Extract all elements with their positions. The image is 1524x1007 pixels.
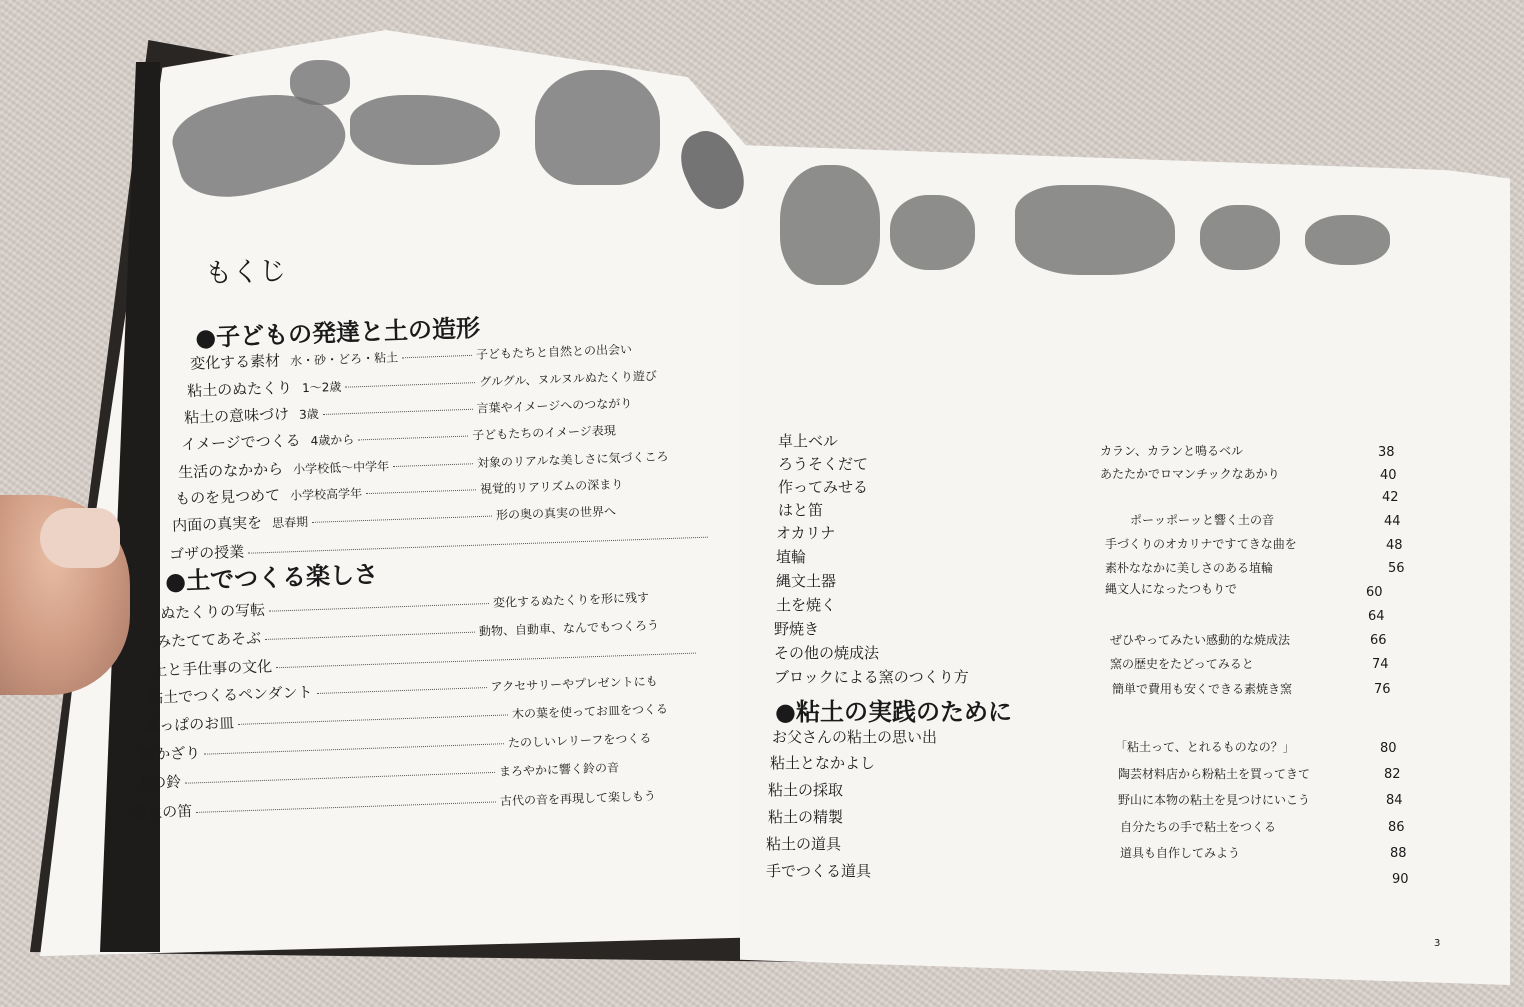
entry-description: 動物、自動車、なんでもつくろう <box>478 618 660 639</box>
toc-entry-desc <box>1118 791 1310 808</box>
entry-page: 88 <box>1390 846 1407 861</box>
entry-title: 粘土のぬたくり <box>186 378 293 401</box>
horse-head-illustration <box>290 60 350 105</box>
entry-description: 手づくりのオカリナですてきな曲を <box>1105 537 1297 551</box>
entry-title: 縄文土器 <box>776 572 837 590</box>
entry-title: 弥生の笛 <box>131 802 193 823</box>
entry-page: 48 <box>1386 538 1403 553</box>
toc-entry-desc <box>1120 818 1276 835</box>
toc-title: もくじ <box>204 255 287 290</box>
toc-entry[interactable] <box>770 752 875 773</box>
entry-title: 生活のなかから <box>177 459 284 482</box>
toc-entry[interactable] <box>778 430 838 451</box>
entry-description: カラン、カランと鳴るベル <box>1100 444 1244 458</box>
entry-description: 形の奥の真実の世界へ <box>495 504 617 523</box>
toc-entry-desc <box>1118 765 1310 782</box>
toc-entry-desc <box>1110 631 1290 648</box>
entry-description: 変化するぬたくりを形に残す <box>492 590 650 610</box>
entry-description: 素朴ななかに美しさのある埴輪 <box>1105 561 1274 575</box>
entry-page: 64 <box>1368 609 1385 624</box>
entry-title: 土と手仕事の文化 <box>151 657 273 680</box>
entry-page: 86 <box>1388 820 1405 835</box>
entry-description: ポーッポーッと響く土の音 <box>1130 513 1275 527</box>
thumbnail-nail <box>40 508 120 568</box>
entry-title: 粘土の採取 <box>768 781 844 799</box>
toc-entry[interactable] <box>768 806 843 827</box>
right-page-number: 3 <box>1434 938 1441 949</box>
entry-description: 子どもたちのイメージ表現 <box>471 423 617 443</box>
entry-title: オカリナ <box>776 524 836 542</box>
entry-subtitle: 3歳 <box>298 407 320 422</box>
entry-title: 粘土となかよし <box>770 754 876 772</box>
entry-subtitle: 水・砂・どろ・粘土 <box>289 350 399 369</box>
entry-title: ぬたくりの写転 <box>159 600 266 623</box>
entry-title: 内面の真実を <box>171 513 263 535</box>
entry-description: ぜひやってみたい感動的な焼成法 <box>1110 633 1291 647</box>
entry-title: 壁かざり <box>139 743 201 764</box>
toc-entry[interactable] <box>776 570 836 591</box>
dog-figure-illustration <box>890 195 975 270</box>
entry-title: 粘土の意味づけ <box>183 405 290 427</box>
entry-title: 葉っぱのお皿 <box>143 714 235 736</box>
entry-title: 土の鈴 <box>135 772 182 793</box>
left-page-number: 2 <box>103 903 110 914</box>
entry-title: 作ってみせる <box>778 478 869 496</box>
toc-entry-desc <box>1130 511 1274 528</box>
entry-page: 60 <box>1366 585 1383 600</box>
entry-page: 90 <box>1392 872 1409 887</box>
entry-page: 40 <box>1380 468 1397 483</box>
entry-page: 38 <box>1378 445 1395 460</box>
entry-description: 木の葉を使ってお皿をつくる <box>511 701 669 722</box>
entry-page: 66 <box>1370 633 1387 648</box>
entry-description: 子どもたちと自然との出会い <box>475 342 633 362</box>
toc-entry[interactable] <box>772 726 937 747</box>
entry-description: まろやかに響く鈴の音 <box>498 760 620 779</box>
entry-subtitle: 4歳から <box>310 432 355 449</box>
toc-entry-desc <box>1110 655 1254 672</box>
toc-entry-desc <box>1115 738 1295 755</box>
section-header-practice: ●粘土の実践のために <box>775 698 1012 726</box>
entry-title: ものを見つめて <box>174 486 281 508</box>
entry-description: 「粘土って、とれるものなの？」 <box>1115 740 1295 754</box>
entry-page: 84 <box>1386 793 1403 808</box>
entry-title: 粘土でつくるペンダント <box>147 683 313 707</box>
boat-figure-illustration <box>1305 215 1390 265</box>
entry-title: 粘土の精製 <box>768 808 844 826</box>
toc-entry-desc <box>1100 465 1280 482</box>
entry-title: その他の焼成法 <box>774 644 880 662</box>
entry-description: 言葉やイメージへのつながり <box>476 396 633 416</box>
entry-page: 44 <box>1384 514 1401 529</box>
entry-description: 陶芸材料店から粉粘土を買ってきて <box>1118 767 1311 781</box>
entry-description: グルグル、ヌルヌルぬたくり遊び <box>479 368 658 389</box>
entry-page: 76 <box>1374 682 1391 697</box>
entry-description: 自分たちの手で粘土をつくる <box>1120 820 1277 834</box>
entry-subtitle: 小学校低～中学年 <box>292 459 390 477</box>
entry-subtitle: 小学校高学年 <box>289 486 363 503</box>
entry-subtitle: 思春期 <box>271 515 309 531</box>
entry-title: ゴザの授業 <box>168 542 245 564</box>
entry-description: 窯の歴史をたどってみると <box>1110 657 1254 671</box>
deer-figure-illustration <box>1015 185 1175 275</box>
entry-page: 42 <box>1382 490 1399 505</box>
toc-entry[interactable] <box>774 642 879 663</box>
entry-title: 粘土の道具 <box>766 835 842 853</box>
entry-title: ろうそくだて <box>778 455 869 473</box>
doll-figure-illustration <box>780 165 880 285</box>
entry-description: あたたかでロマンチックなあかり <box>1100 467 1280 481</box>
toc-entry[interactable] <box>776 546 806 567</box>
entry-page: 56 <box>1388 561 1405 576</box>
entry-description: アクセサリーやプレゼントにも <box>490 674 658 694</box>
toc-entry[interactable] <box>776 594 836 615</box>
toc-entry[interactable] <box>778 476 868 497</box>
toc-entry-desc <box>1120 844 1240 861</box>
entry-description: 道具も自作してみよう <box>1120 846 1241 860</box>
toc-entry[interactable] <box>778 453 868 474</box>
entry-title: 卓上ベル <box>778 432 839 450</box>
toc-entry[interactable] <box>776 522 835 543</box>
entry-page: 80 <box>1380 741 1397 756</box>
entry-title: 手でつくる道具 <box>766 862 872 880</box>
toc-entry-desc <box>1105 559 1273 576</box>
toc-entry-desc <box>1105 580 1237 597</box>
entry-description: 野山に本物の粘土を見つけにいこう <box>1118 793 1311 807</box>
entry-title: 土を焼く <box>776 596 837 614</box>
entry-title: みたててあそぶ <box>155 629 262 651</box>
entry-title: お父さんの粘土の思い出 <box>772 728 938 746</box>
entry-description: 縄文人になったつもりで <box>1105 582 1238 596</box>
entry-description: 簡単で費用も安くできる素焼き窯 <box>1112 682 1293 696</box>
bell-figure-illustration <box>1200 205 1280 270</box>
entry-subtitle: 1～2歳 <box>301 379 342 396</box>
toc-entry[interactable] <box>778 499 823 520</box>
entry-description: 視覚的リアリズムの深まり <box>479 477 624 497</box>
toc-entry[interactable] <box>766 860 871 881</box>
section-header-development: ●子どもの発達と土の造形 <box>194 314 481 352</box>
entry-title: 野焼き <box>774 620 820 638</box>
monkey-figure-illustration <box>535 70 660 185</box>
entry-title: 埴輪 <box>776 548 807 566</box>
entry-title: ブロックによる窯のつくり方 <box>774 668 969 686</box>
toc-entry-desc <box>1112 680 1292 697</box>
section-header-fun: ●土でつくる楽しさ <box>164 560 379 596</box>
toc-entry-desc <box>1100 442 1243 459</box>
entry-description: 対象のリアルな美しさに気づくころ <box>476 449 669 471</box>
toc-entry[interactable] <box>768 779 843 800</box>
entry-title: イメージでつくる <box>180 431 301 454</box>
toc-entry-desc <box>1105 535 1297 552</box>
entry-description: 古代の音を再現して楽しもう <box>499 788 657 809</box>
entry-title: はと笛 <box>778 501 824 519</box>
toc-entry[interactable] <box>774 666 969 687</box>
entry-page: 74 <box>1372 657 1389 672</box>
entry-description: たのしいレリーフをつくる <box>507 731 652 751</box>
toc-entry[interactable] <box>766 833 841 854</box>
toc-entry[interactable] <box>774 618 819 639</box>
entry-title: 変化する素材 <box>189 351 281 373</box>
entry-page: 82 <box>1384 767 1401 782</box>
